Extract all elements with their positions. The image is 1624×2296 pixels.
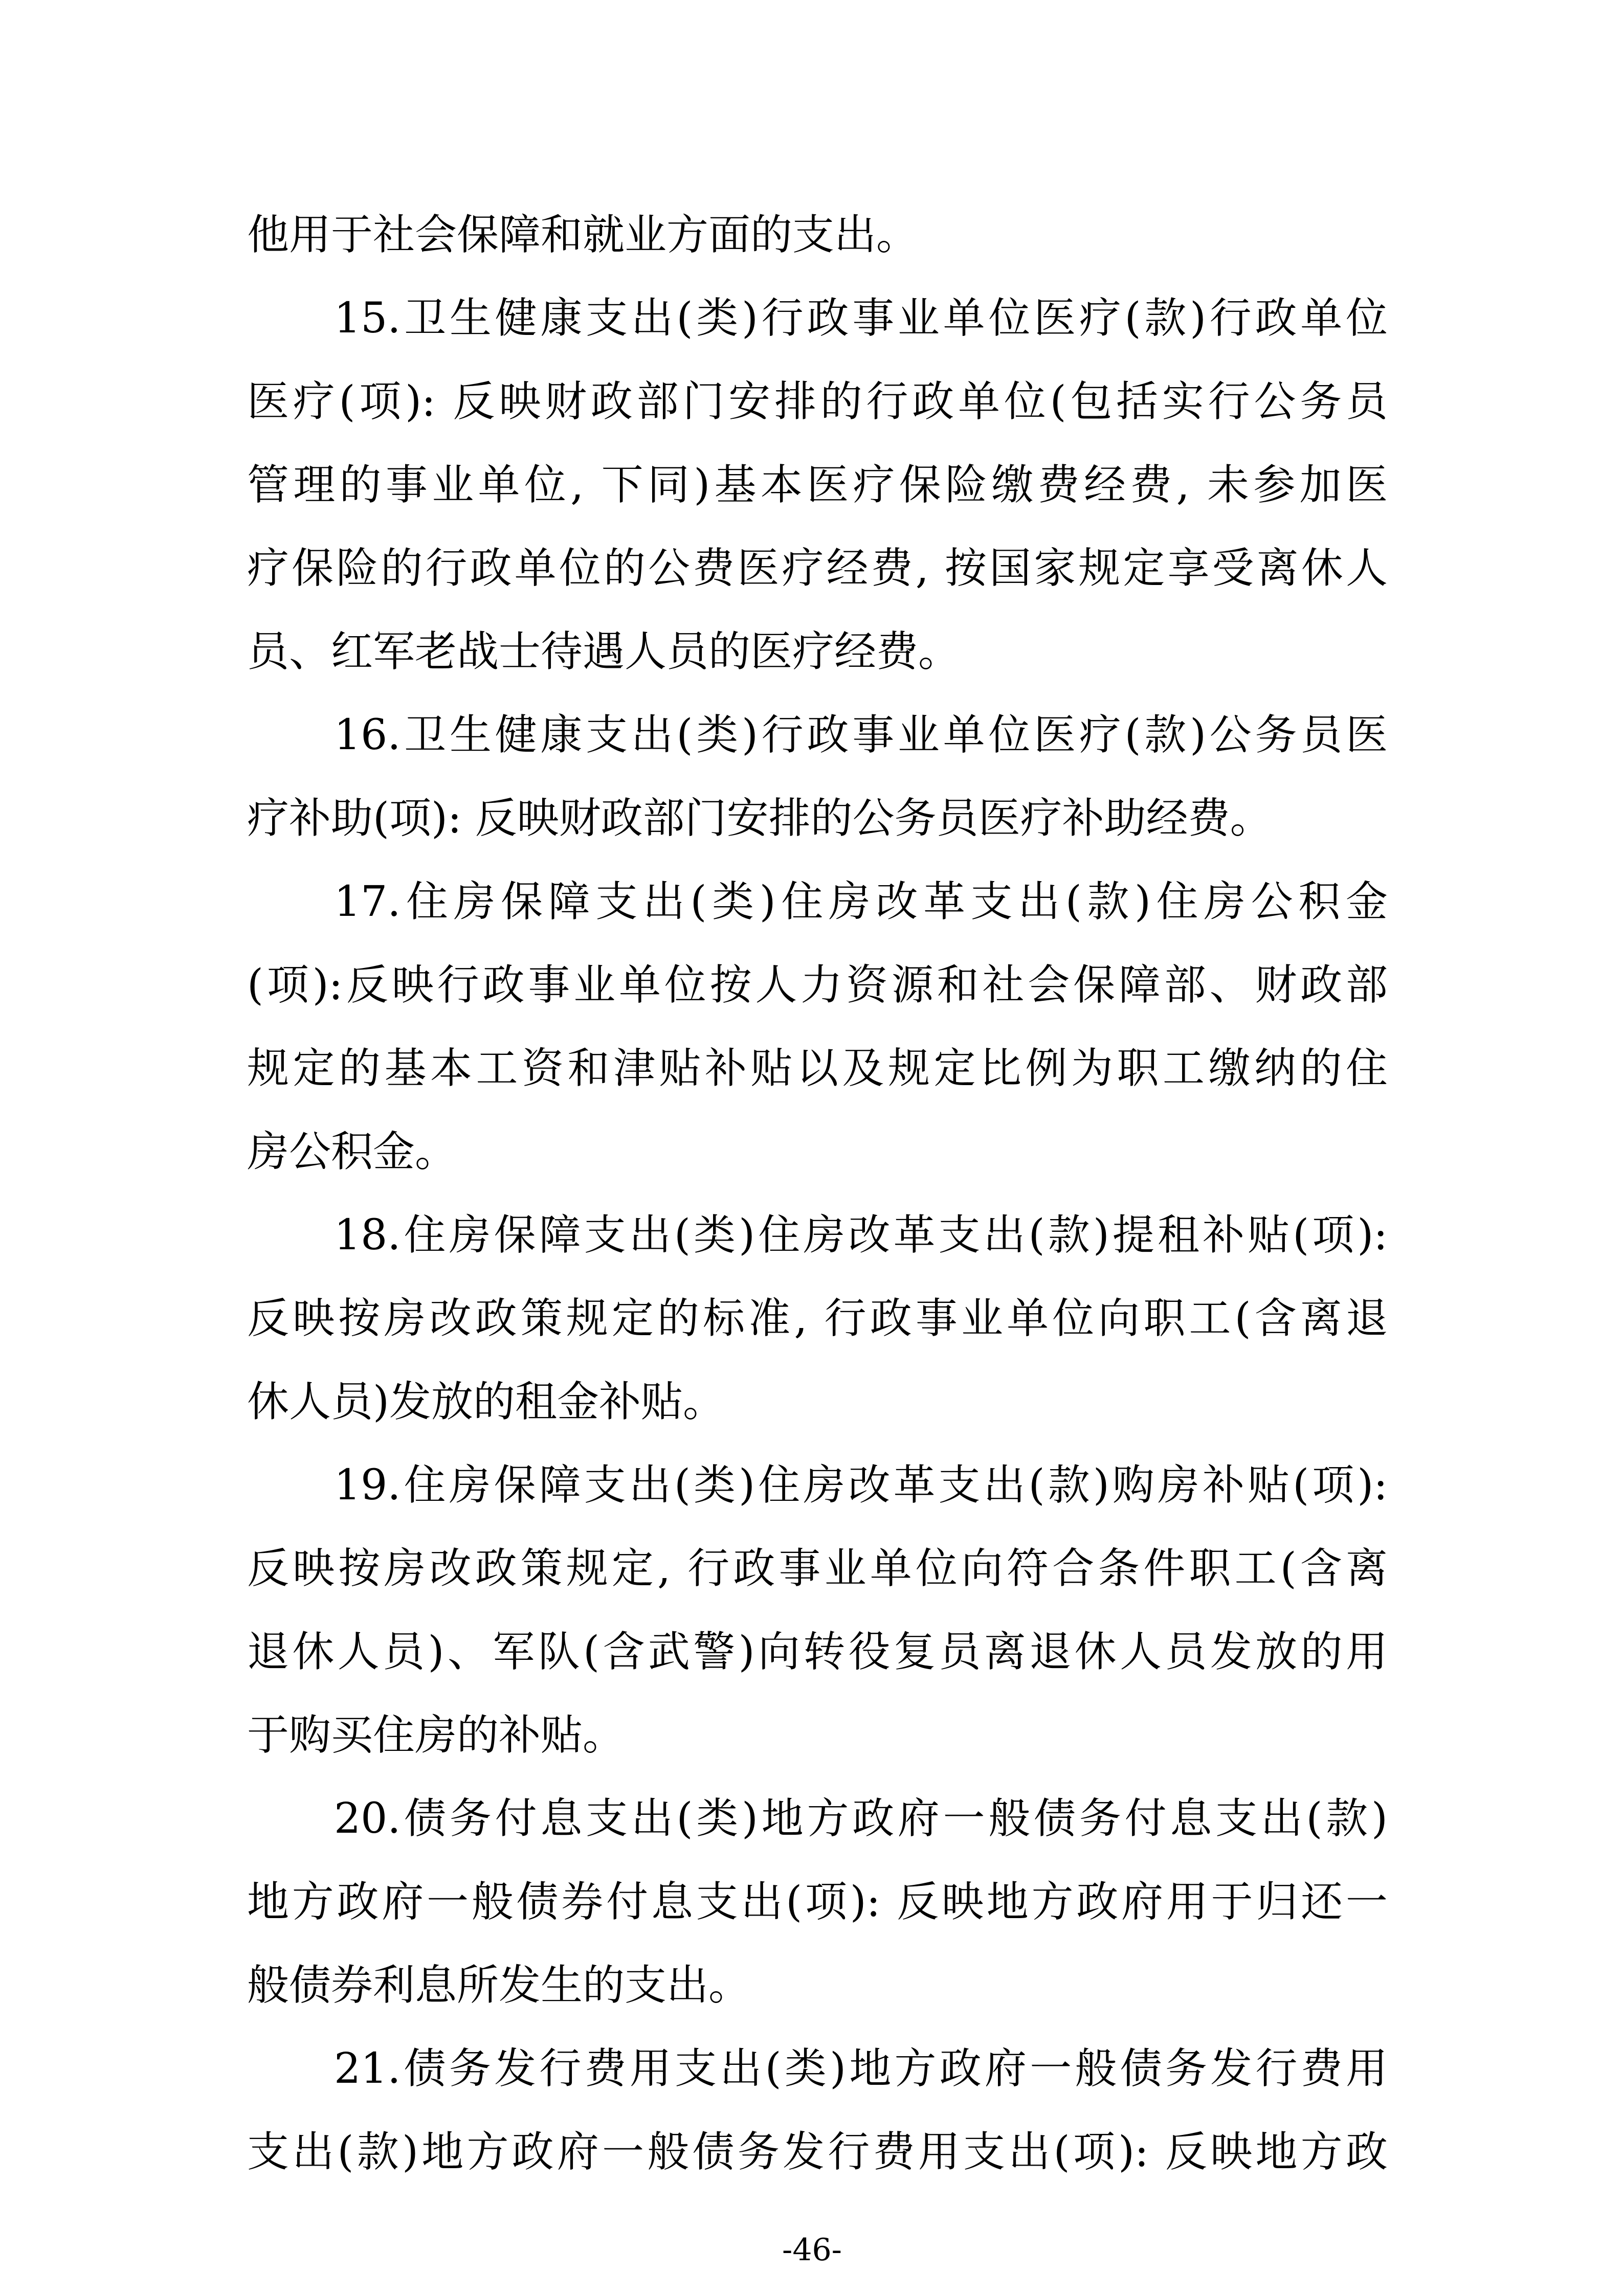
text-line-9: 17.住房保障支出(类)住房改革支出(款)住房公积金: [334, 877, 1388, 926]
text-line-22: 般债券利息所发生的支出。: [247, 1961, 751, 2010]
text-line-2: 15.卫生健康支出(类)行政事业单位医疗(款)行政单位: [334, 294, 1388, 343]
text-line-4: 管理的事业单位, 下同)基本医疗保险缴费经费, 未参加医: [247, 461, 1388, 509]
text-line-17: 反映按房改政策规定, 行政事业单位向符合条件职工(含离: [247, 1544, 1388, 1593]
text-line-8: 疗补助(项): 反映财政部门安排的公务员医疗补助经费。: [247, 794, 1272, 843]
text-line-7: 16.卫生健康支出(类)行政事业单位医疗(款)公务员医: [334, 711, 1388, 759]
text-line-23: 21.债务发行费用支出(类)地方政府一般债务发行费用: [334, 2044, 1388, 2093]
text-line-1: 他用于社会保障和就业方面的支出。: [247, 211, 919, 259]
text-line-21: 地方政府一般债券付息支出(项): 反映地方政府用于归还一: [247, 1878, 1388, 1926]
text-line-13: 18.住房保障支出(类)住房改革支出(款)提租补贴(项):: [334, 1211, 1388, 1259]
text-line-6: 员、红军老战士待遇人员的医疗经费。: [247, 627, 961, 676]
page-number: -46-: [782, 2232, 842, 2268]
text-line-15: 休人员)发放的租金补贴。: [247, 1378, 725, 1426]
text-line-10: (项):反映行政事业单位按人力资源和社会保障部、财政部: [247, 961, 1388, 1009]
text-line-5: 疗保险的行政单位的公费医疗经费, 按国家规定享受离休人: [247, 544, 1388, 593]
text-line-19: 于购买住房的补贴。: [247, 1711, 625, 1760]
text-line-20: 20.债务付息支出(类)地方政府一般债务付息支出(款): [334, 1794, 1388, 1843]
text-line-3: 医疗(项): 反映财政部门安排的行政单位(包括实行公务员: [247, 377, 1388, 426]
text-line-24: 支出(款)地方政府一般债务发行费用支出(项): 反映地方政: [247, 2128, 1388, 2176]
text-line-18: 退休人员)、军队(含武警)向转役复员离退休人员发放的用: [247, 1628, 1388, 1676]
text-line-11: 规定的基本工资和津贴补贴以及规定比例为职工缴纳的住: [247, 1044, 1388, 1093]
text-line-12: 房公积金。: [247, 1128, 457, 1176]
text-line-14: 反映按房改政策规定的标准, 行政事业单位向职工(含离退: [247, 1294, 1388, 1343]
text-line-16: 19.住房保障支出(类)住房改革支出(款)购房补贴(项):: [334, 1461, 1388, 1510]
